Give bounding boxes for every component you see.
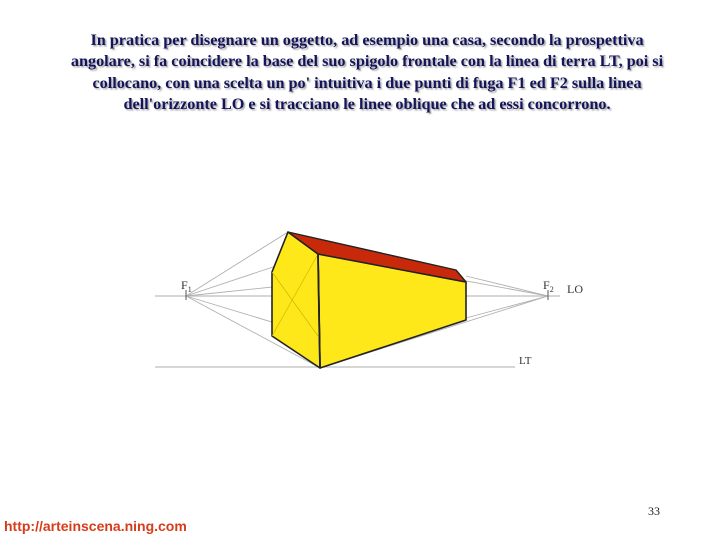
slide-body-text: In pratica per disegnare un oggetto, ad esempio una casa, secondo la prospettiva angolare, si fa coincidere la base del suo spigolo frontale con la linea di terra LT, poi si collocano, con una scelta un po' intuitiva i due punti di fuga F1 ed F2 sulla linea dell'orizzonte LO e si tracciano le linee oblique che ad essi concorrono.: [70, 31, 664, 114]
label-f2: $F_2$: [543, 278, 554, 294]
label-f1: $F_1$: [181, 278, 192, 294]
page-number: 33: [648, 504, 660, 518]
label-lt: LT: [519, 355, 532, 367]
label-lo: LO: [567, 282, 583, 296]
footer-link[interactable]: http://arteinscena.ning.com: [4, 518, 187, 534]
house-front-wall: [272, 232, 320, 368]
